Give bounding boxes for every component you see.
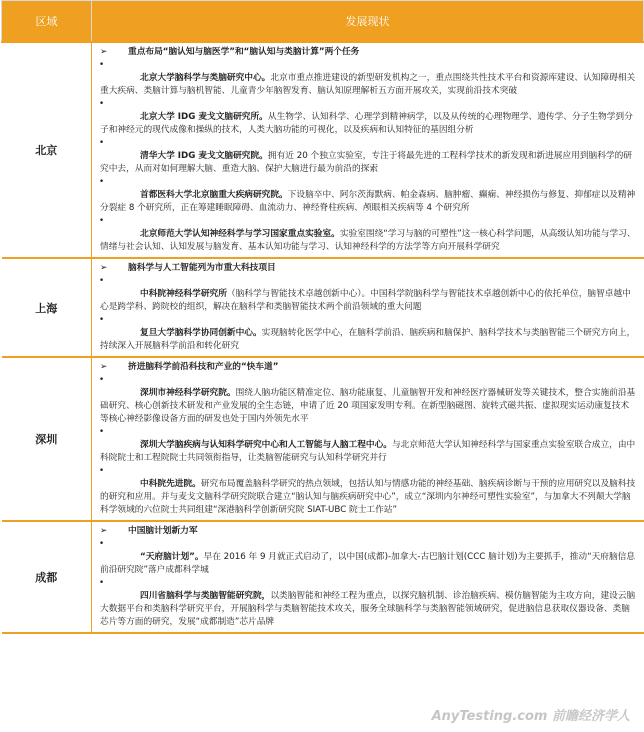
institution-description: 实验室围绕“学习与脑的可塑性”这一核心科学问题，从高级认知功能与学习、情绪与社会认知、认知发展与脑发育、基本认知功能与学习、认知神经科学的方法学等方向开展科学研究 <box>100 229 636 252</box>
arrow-icon: ➢ <box>100 526 108 536</box>
list-item <box>100 374 638 426</box>
institution-name: 中科院先进院。 <box>140 479 201 489</box>
list-item <box>100 426 638 465</box>
section-heading <box>100 361 638 374</box>
heading-text: 脑科学与人工智能列为市重大科技项目 <box>128 263 276 273</box>
institution-name: 北京师范大学认知神经科学与学习国家重点实验室。 <box>140 229 340 239</box>
status-cell <box>92 258 644 357</box>
region-cell: 北京 <box>2 42 92 258</box>
arrow-icon: ➢ <box>100 47 108 57</box>
institution-name: 首都医科大学北京脑重大疾病研究院。 <box>140 190 288 200</box>
institution-description: 下设脑卒中、阿尔茨海默病、帕金森病、脑肿瘤、癫痫、神经损伤与修复、抑郁症以及精神分裂症 8 个研究所，正在筹建睡眠障碍、血流动力、神经脊柱疾病、颅眼相关疾病等 4 个研究所 <box>100 190 636 213</box>
region-column-header: 区域 <box>2 1 92 43</box>
heading-text: 重点布局“脑认知与脑医学”和“脑认知与类脑计算”两个任务 <box>128 47 360 57</box>
development-status-table <box>1 0 644 634</box>
institution-description: 实现脑转化医学中心，在脑科学前沿、脑疾病和脑保护、脑科学技术与类脑智能三个研究方向上，持续深入开展脑科学前沿和转化研究 <box>100 328 636 351</box>
table-row <box>2 521 644 633</box>
institution-name: 北京大学 IDG 麦戈文脑研究所。 <box>140 112 268 122</box>
region-cell: 上海 <box>2 258 92 357</box>
list-item <box>100 538 638 577</box>
institution-description: （脑科学与智能技术卓越创新中心）。中国科学院脑科学与智能技术卓越创新中心的依托单位，脑智卓越中心是跨学科、跨院校的组织，解决在脑科学和类脑智能技术两个前沿领域的重大问题 <box>100 289 631 312</box>
bullet-icon: • <box>99 578 105 588</box>
table-row <box>2 357 644 521</box>
section-heading <box>100 46 638 59</box>
list-item <box>100 577 638 629</box>
bullet-icon: • <box>99 539 105 549</box>
institution-name: “天府脑计划”。 <box>140 552 204 562</box>
bullet-icon: • <box>99 138 105 148</box>
institution-description: 研究布局覆盖脑科学研究的热点领域，包括认知与情感功能的神经基础、脑疾病诊断与干预的应用研究以及脑科技的研究和应用。并与麦戈文脑科学研究院联合建立“脑认知与脑疾病研究中心”，成立“深圳内尔神经可塑性实验室”，与加拿大不列颠大学脑科学领域的六位院士共同组建“深港脑科学创新研究院 SIAT-UBC 院士工作站” <box>100 479 636 515</box>
arrow-icon: ➢ <box>100 263 108 273</box>
bullet-icon: • <box>99 60 105 70</box>
table-header-row <box>2 1 644 43</box>
institution-name: 深圳市神经科学研究院。 <box>140 388 236 398</box>
arrow-icon: ➢ <box>100 362 108 372</box>
status-cell <box>92 521 644 633</box>
institution-description: 以类脑智能和神经工程为重点，以探究脑机制、诊治脑疾病、模仿脑智能为主攻方向，建设云脑大数据平台和类脑科学研究平台，开展脑科学与类脑智能技术攻关，服务全球脑科学与类脑智能领域研究，促进脑信息获取仪器设备、类脑芯片等方面的研究，发展“成都制造”芯片品牌 <box>100 591 636 627</box>
list-item <box>100 98 638 137</box>
section-heading <box>100 525 638 538</box>
status-cell <box>92 42 644 258</box>
bullet-icon: • <box>99 216 105 226</box>
region-cell: 深圳 <box>2 357 92 521</box>
institution-name: 四川省脑科学与类脑智能研究院， <box>140 591 271 601</box>
heading-text: 挤进脑科学前沿科技和产业的“快车道” <box>128 362 279 372</box>
list-item <box>100 314 638 353</box>
institution-name: 中科院神经科学研究所 <box>140 289 227 299</box>
institution-description: 北京市重点推进建设的新型研发机构之一，重点围绕共性技术平台和资源库建设、认知障碍相关重大疾病、类脑计算与脑机智能、儿童青少年脑智发育、脑认知原理解析五方面开展攻关，实现前沿技术突破 <box>100 73 636 96</box>
institution-description: 围绕人脑功能区精准定位、脑功能康复、儿童脑智开发和神经医疗器械研发等关键技术，整合实施前沿基础研究、核心创新技术研发和产业发展的全生态链，申请了近 20 项国家发明专利。在新型脑磁图、旋转式磁共振、虚拟现实运动康复技术等核心神经影像设备方面的研发也处于国内外领先水平 <box>100 388 636 424</box>
heading-text: 中国脑计划新力军 <box>128 526 198 536</box>
table-row <box>2 258 644 357</box>
bullet-icon: • <box>99 99 105 109</box>
table-row <box>2 42 644 258</box>
bullet-icon: • <box>99 375 105 385</box>
institution-name: 清华大学 IDG 麦戈文脑研究院。 <box>140 151 268 161</box>
bullet-icon: • <box>99 466 105 476</box>
bullet-icon: • <box>99 427 105 437</box>
institution-description: 拥有近 20 个独立实验室，专注于将最先进的工程科学技术的新发现和新进展应用到脑科学的研究中去，从而对如何理解大脑、重造大脑、保护大脑进行最为前沿的探索 <box>100 151 632 174</box>
institution-name: 深圳大学脑疾病与认知科学研究中心和人工智能与人脑工程中心。 <box>140 440 392 450</box>
institution-description: 早在 2016 年 9 月就正式启动了，以中国(成都)-加拿大-古巴脑计划(CCC 脑计划)为主要抓手，推动“天府脑信息前沿研究院”落户成都科学城 <box>100 552 636 575</box>
institution-name: 北京大学脑科学与类脑研究中心。 <box>140 73 271 83</box>
list-item <box>100 59 638 98</box>
bullet-icon: • <box>99 177 105 187</box>
status-column-header: 发展现状 <box>92 1 644 43</box>
institution-description: 与北京师范大学认知神经科学与国家重点实验室联合成立，由中科院院士和工程院院士共同领衔指导，让类脑智能研究与认知科学研究并行 <box>100 440 636 463</box>
list-item <box>100 137 638 176</box>
table-body <box>2 42 644 633</box>
bullet-icon: • <box>99 315 105 325</box>
institution-name: 复旦大学脑科学协同创新中心。 <box>140 328 262 338</box>
list-item <box>100 275 638 314</box>
institution-description: 从生物学、认知科学、心理学到精神病学，以及从传统的心理物理学、遗传学、分子生物学到分子和神经元的现代成像和操纵的技术，人类大脑功能的可视化，以及疾病和认知特征的基因组分析 <box>100 112 633 135</box>
list-item <box>100 176 638 215</box>
bullet-icon: • <box>99 276 105 286</box>
list-item <box>100 465 638 517</box>
watermark: AnyTesting.com 前瞻经济学人 <box>431 709 630 724</box>
status-cell <box>92 357 644 521</box>
section-heading <box>100 262 638 275</box>
list-item <box>100 215 638 254</box>
region-cell: 成都 <box>2 521 92 633</box>
